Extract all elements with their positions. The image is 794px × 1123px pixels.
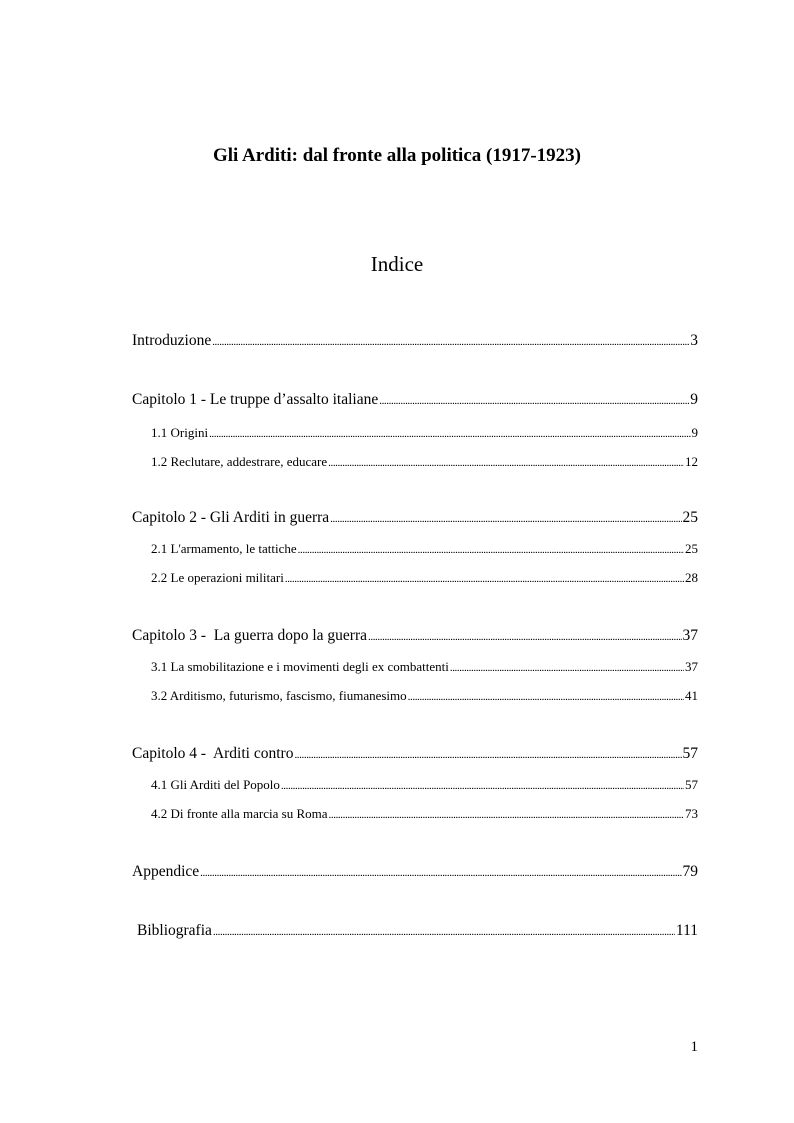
toc-entry-3-1 <box>151 660 698 674</box>
toc-entry-label: Bibliografia <box>137 922 212 939</box>
dot-leader <box>281 781 684 792</box>
toc-entry-introduzione <box>132 333 698 349</box>
toc-entry-capitolo-4 <box>132 746 698 762</box>
toc-entry-label: 3.2 Arditismo, futurismo, fascismo, fiumanesimo <box>151 688 407 703</box>
toc-entry-bibliografia <box>137 923 698 939</box>
toc-entry-page: 3 <box>690 332 698 349</box>
toc-entry-label: Capitolo 3 - La guerra dopo la guerra <box>132 627 367 644</box>
toc-entry-page: 37 <box>685 659 698 674</box>
toc-entry-label: 1.2 Reclutare, addestrare, educare <box>151 454 328 469</box>
toc-entry-capitolo-2 <box>132 510 698 526</box>
toc-entry-label: 2.2 Le operazioni militari <box>151 570 284 585</box>
toc-entry-label: Introduzione <box>132 332 212 349</box>
toc-entry-page: 9 <box>690 391 698 408</box>
toc-entry-2-1 <box>151 542 698 556</box>
toc-entry-capitolo-1 <box>132 392 698 408</box>
toc-entry-3-2 <box>151 689 698 703</box>
toc-entry-page: 25 <box>685 541 698 556</box>
toc-entry-4-2 <box>151 807 698 821</box>
toc-entry-appendice <box>132 864 698 880</box>
toc-entry-page: 9 <box>691 425 698 440</box>
toc-entry-page: 25 <box>682 509 698 526</box>
toc-entry-label: 2.1 L'armamento, le tattiche <box>151 541 297 556</box>
toc-entry-page: 28 <box>685 570 698 585</box>
dot-leader <box>329 810 684 821</box>
toc-entry-label: Appendice <box>132 863 200 880</box>
toc-entry-label: 4.2 Di fronte alla marcia su Roma <box>151 806 328 821</box>
toc-entry-label: 3.1 La smobilitazione e i movimenti degli ex combattenti <box>151 659 449 674</box>
dot-leader <box>285 574 684 585</box>
dot-leader <box>212 337 689 348</box>
toc-entry-page: 111 <box>675 922 698 939</box>
toc-entry-1-2 <box>151 455 698 469</box>
dot-leader <box>209 429 690 440</box>
dot-leader <box>328 458 684 469</box>
toc-entry-1-1 <box>151 426 698 440</box>
toc-entry-page: 73 <box>685 806 698 821</box>
toc-entry-label: Capitolo 4 - Arditi contro <box>132 745 294 762</box>
dot-leader <box>379 396 689 407</box>
toc-entry-label: 4.1 Gli Arditi del Popolo <box>151 777 280 792</box>
toc-entry-page: 57 <box>685 777 698 792</box>
toc-entry-label: Capitolo 1 - Le truppe d’assalto italiane <box>132 391 379 408</box>
toc-entry-page: 41 <box>685 688 698 703</box>
toc-entry-page: 79 <box>682 863 698 880</box>
dot-leader <box>298 545 684 556</box>
dot-leader <box>330 514 681 525</box>
toc-entry-label: 1.1 Origini <box>151 425 209 440</box>
dot-leader <box>450 663 684 674</box>
toc-entry-capitolo-3 <box>132 628 698 644</box>
toc-entry-page: 12 <box>685 454 698 469</box>
toc-entry-2-2 <box>151 571 698 585</box>
toc-entry-label: Capitolo 2 - Gli Arditi in guerra <box>132 509 330 526</box>
toc-entry-4-1 <box>151 778 698 792</box>
toc-entry-page: 57 <box>682 745 698 762</box>
dot-leader <box>213 927 675 938</box>
toc-heading: Indice <box>370 252 424 276</box>
dot-leader <box>200 868 681 879</box>
toc-entry-page: 37 <box>682 627 698 644</box>
dot-leader <box>408 692 684 703</box>
dot-leader <box>294 750 681 761</box>
document-title: Gli Arditi: dal fronte alla politica (1917-1923) <box>212 145 581 166</box>
page-number: 1 <box>690 1039 698 1055</box>
dot-leader <box>368 632 682 643</box>
